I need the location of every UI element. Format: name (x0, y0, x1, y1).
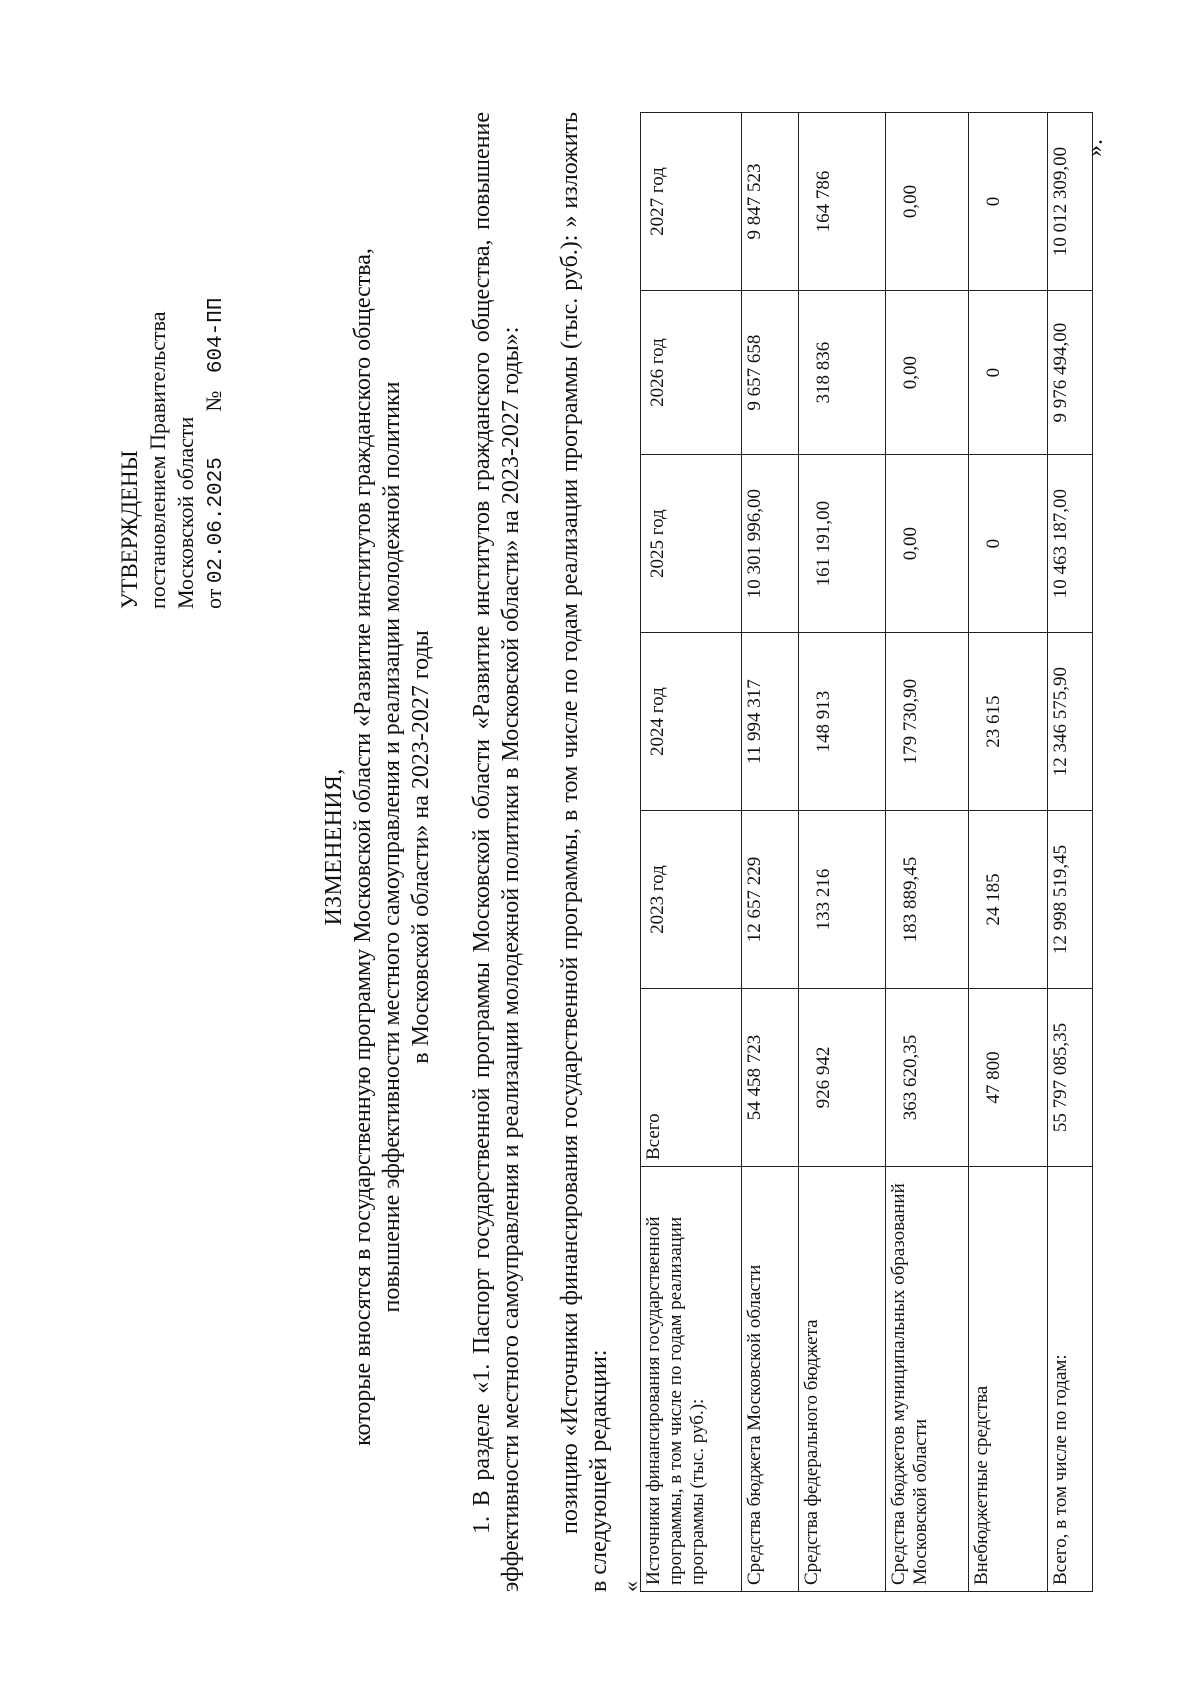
table-row (742, 113, 799, 1592)
title-line-3: в Московской области» на 2023-2027 годы (408, 630, 434, 1064)
approval-date: 02.06.2025 (205, 457, 228, 584)
table-cell: 363 620,35 (886, 989, 969, 1167)
approval-line-2: Московской области (173, 416, 198, 609)
header-col-2024: 2024 год (641, 633, 742, 811)
table-cell: 179 730,90 (886, 633, 969, 811)
table-cell: 23 615 (969, 633, 1048, 811)
table-cell: 318 836 (799, 290, 886, 454)
table-cell: 161 191,00 (799, 455, 886, 633)
header-col-2027: 2027 год (641, 113, 742, 291)
date-prefix: от (201, 588, 226, 609)
approval-number: 604-ПП (205, 297, 228, 374)
table-cell: 24 185 (969, 811, 1048, 989)
approval-date-line (200, 298, 231, 609)
number-prefix: № (201, 390, 226, 412)
table-row (799, 113, 886, 1592)
table-cell: 0,00 (886, 290, 969, 454)
table-cell: 133 216 (799, 811, 886, 989)
table-cell: 183 889,45 (886, 811, 969, 989)
row-label: Всего, в том числе по годам: (1048, 1167, 1093, 1592)
quote-close: ». (1082, 139, 1108, 157)
table-cell: 55 797 085,35 (1048, 989, 1093, 1167)
table-cell: 12 657 229 (742, 811, 799, 989)
table-cell: 926 942 (799, 989, 886, 1167)
row-label: Средства бюджета Московской области (742, 1167, 799, 1592)
header-col-2025: 2025 год (641, 455, 742, 633)
header-col-2026: 2026 год (641, 290, 742, 454)
header-col-total: Всего (641, 989, 742, 1167)
title-line-2: повышение эффективности местного самоуправления и реализации молодежной политики (379, 381, 405, 1313)
row-label: Внебюджетные средства (969, 1167, 1048, 1592)
financing-table (640, 112, 1093, 1592)
title-main: ИЗМЕНЕНИЯ, (321, 768, 347, 926)
table-cell: 47 800 (969, 989, 1048, 1167)
table-cell: 11 994 317 (742, 633, 799, 811)
paragraph-1: 1. В разделе «1. Паспорт государственной программы Московской области «Развитие институтов гражданского общества, повышение эффективности местного самоуправления и реализации молодежной политики в Московской области» на 2023-2027 годы»: (469, 112, 524, 1592)
table-cell: 10 012 309,00 (1048, 113, 1093, 291)
document-title (320, 117, 436, 1577)
table-cell: 10 463 187,00 (1048, 455, 1093, 633)
table-row (969, 113, 1048, 1592)
header-col-2023: 2023 год (641, 811, 742, 989)
approval-line-1: постановлением Правительства (145, 311, 170, 609)
table-total-row (1048, 113, 1093, 1592)
table-cell: 164 786 (799, 113, 886, 291)
table-cell: 0 (969, 113, 1048, 291)
table-cell: 0 (969, 290, 1048, 454)
table-cell: 12 346 575,90 (1048, 633, 1093, 811)
row-label: Средства бюджетов муниципальных образований Московской области (886, 1167, 969, 1592)
header-label-cell: Источники финансирования государственной программы, в том числе по годам реализации программы (тыс. руб.): (641, 1167, 742, 1592)
table-cell: 0,00 (886, 113, 969, 291)
approval-stamp (116, 298, 231, 609)
table-cell: 10 301 996,00 (742, 455, 799, 633)
paragraph-2: позицию «Источники финансирования государственной программы, в том числе по годам реализации программы (тыс. руб.): » изложить в следующей редакции: (557, 112, 612, 1592)
table-cell: 148 913 (799, 633, 886, 811)
table-cell: 54 458 723 (742, 989, 799, 1167)
table-cell: 0,00 (886, 455, 969, 633)
table-cell: 0 (969, 455, 1048, 633)
quote-open: « (618, 1581, 643, 1592)
row-label: Средства федерального бюджета (799, 1167, 886, 1592)
title-line-1: которые вносятся в государственную программу Московской области «Развитие институтов гражданского общества, (350, 248, 376, 1446)
table-cell: 12 998 519,45 (1048, 811, 1093, 989)
table-header-row (641, 113, 742, 1592)
table-row (886, 113, 969, 1592)
table-cell: 9 976 494,00 (1048, 290, 1093, 454)
approval-heading: УТВЕРЖДЕНЫ (117, 450, 142, 609)
table-cell: 9 847 523 (742, 113, 799, 291)
table-cell: 9 657 658 (742, 290, 799, 454)
